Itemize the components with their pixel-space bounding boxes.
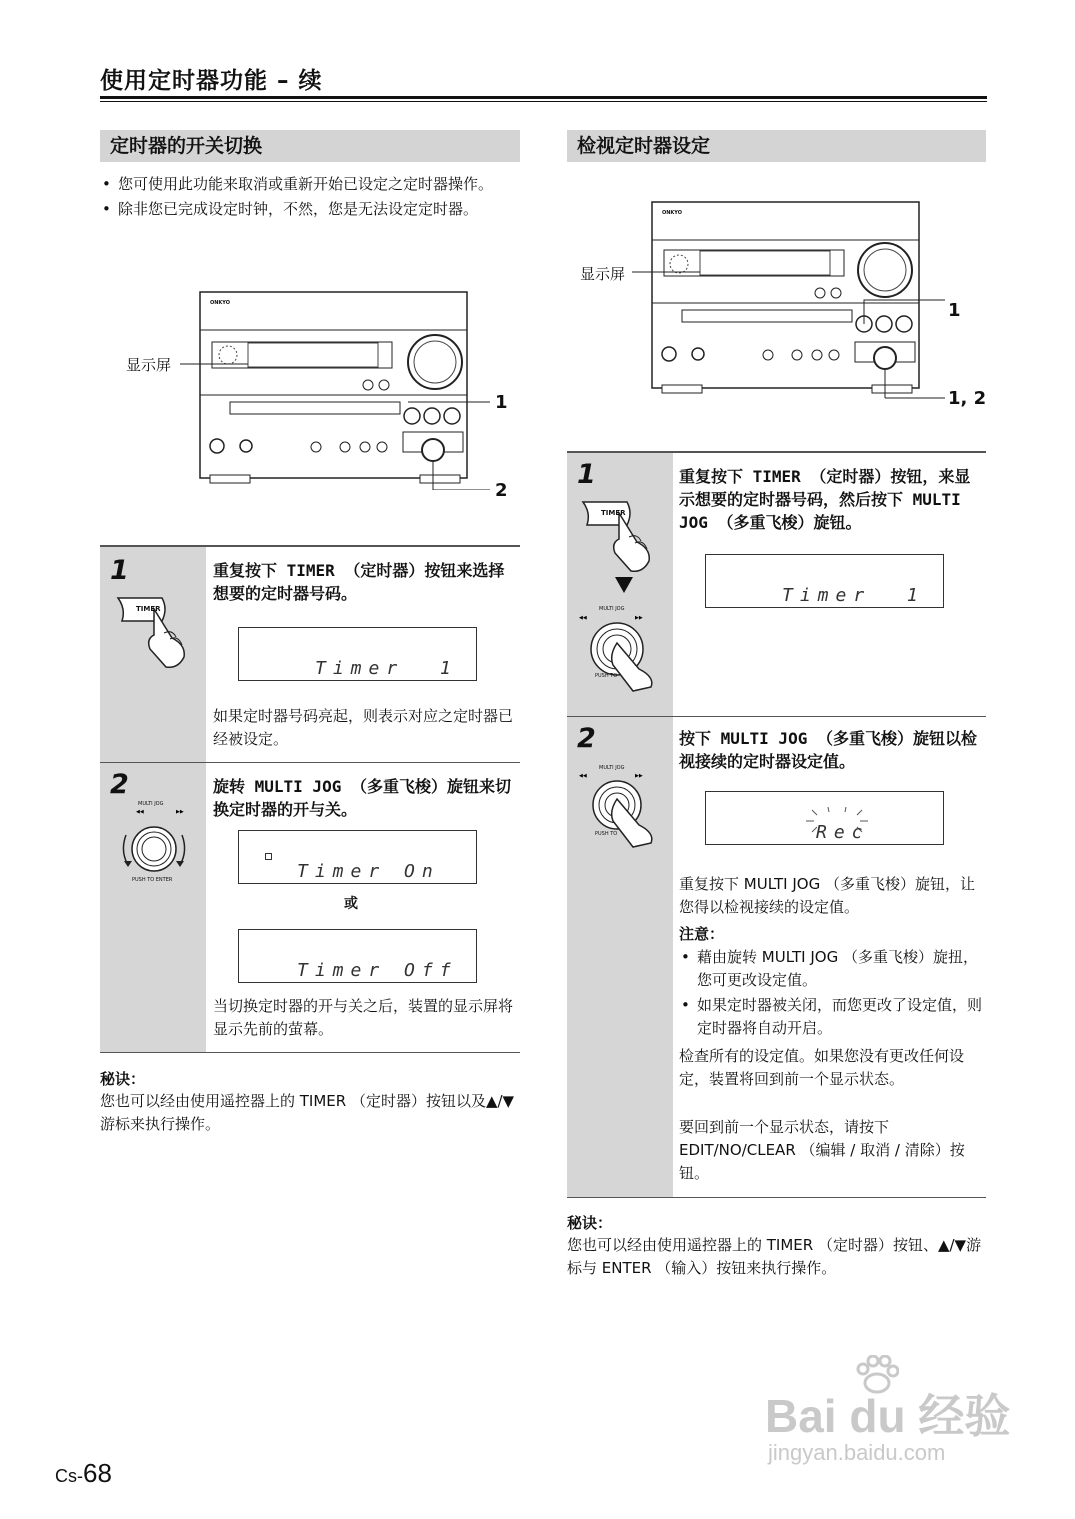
right-step-separator <box>567 716 986 717</box>
baidu-watermark-logo: Bai du 经验 <box>765 1390 1011 1442</box>
svg-text:▶▶: ▶▶ <box>635 615 643 621</box>
page-number <box>55 1458 112 1489</box>
right-step-2-lcd <box>705 791 944 845</box>
multi-jog-dial-icon <box>577 763 665 853</box>
right-step-1-lcd-text: Timer 1 <box>782 585 925 606</box>
right-device-brand: ONKYO <box>662 210 683 216</box>
svg-text:◀◀: ◀◀ <box>579 615 587 621</box>
page-title: 使用定时器功能 – 续 <box>100 68 323 94</box>
header-rule-thin <box>100 101 987 102</box>
left-bullet-1: • 您可使用此功能来取消或重新开始已设定之定时器操作。 <box>100 173 515 196</box>
right-step-1-number: 1 <box>577 459 596 490</box>
left-step-1-lcd <box>238 627 477 681</box>
multi-jog-dial-icon <box>577 603 665 693</box>
right-tip-text: 您也可以经由使用遥控器上的 TIMER （定时器）按钮、▲/▼游标与 ENTER （输入）按钮来执行操作。 <box>567 1236 982 1277</box>
right-step-1-timer-button <box>577 497 667 581</box>
receiver-device-icon <box>580 200 985 410</box>
left-tip-head: 秘诀： <box>100 1070 146 1088</box>
right-step-2-note-head: 注意： <box>679 925 725 943</box>
left-step-2-push-label: PUSH TO ENTER <box>132 877 173 883</box>
page-number-value: 68 <box>83 1458 112 1488</box>
right-step-1-button-label: TIMER <box>601 509 626 517</box>
svg-text:▶▶: ▶▶ <box>176 809 184 815</box>
right-callout-1: 1 <box>948 300 961 321</box>
right-step-1-jog-dial <box>577 603 665 693</box>
right-step-2-number: 2 <box>577 723 596 754</box>
left-step-2-lcd-on <box>238 830 477 884</box>
left-callout-2: 2 <box>495 480 508 501</box>
right-section-title: 检视定时器设定 <box>567 130 986 162</box>
left-step-1-timer-button <box>112 593 202 677</box>
right-step-1-jog-label: MULTI JOG <box>599 606 625 612</box>
right-note-bullet-2: • 如果定时器被关闭，而您更改了设定值，则定时器将自动开启。 <box>679 994 983 1040</box>
right-step-1-push-label: PUSH TO <box>595 673 618 679</box>
right-step-table <box>567 451 986 1198</box>
page-number-prefix: Cs- <box>55 1466 83 1486</box>
left-step-2-number: 2 <box>110 769 129 800</box>
right-display-label: 显示屏 <box>580 265 626 283</box>
left-display-label: 显示屏 <box>126 356 172 374</box>
right-step-2-text: 按下 MULTI JOG （多重飞梭）旋钮以检视接续的定时器设定值。 <box>679 729 977 771</box>
left-step-2-lcd-indicator <box>265 853 272 860</box>
right-step-2-after: 重复按下 MULTI JOG （多重飞梭）旋钮，让您得以检视接续的设定值。 <box>679 875 975 916</box>
left-step-1-text: 重复按下 TIMER （定时器）按钮来选择想要的定时器号码。 <box>213 561 505 603</box>
right-step-2-para2: 要回到前一个显示状态，请按下 EDIT/NO/CLEAR （编辑 / 取消 / 清除）按钮。 <box>679 1118 965 1182</box>
receiver-device-icon <box>120 290 520 490</box>
left-step-table-bottom <box>100 1052 520 1053</box>
left-step-2-lcd-off-text: Timer Off <box>297 960 458 981</box>
right-step-2-push-label: PUSH TO <box>595 831 618 837</box>
left-step-2-or: 或 <box>344 896 358 912</box>
left-bullet-2: • 除非您已完成设定时钟，不然，您是无法设定定时器。 <box>100 198 515 221</box>
right-step-1-lcd <box>705 554 944 608</box>
arrow-down-icon <box>615 577 633 593</box>
left-step-table <box>100 545 520 1053</box>
svg-text:▶▶: ▶▶ <box>635 773 643 779</box>
left-step-1-lcd-text: Timer 1 <box>315 658 458 679</box>
right-step-2-jog-label: MULTI JOG <box>599 765 625 771</box>
right-device-illustration <box>580 200 985 410</box>
multi-jog-dial-icon <box>114 805 194 885</box>
left-step-separator <box>100 762 520 763</box>
right-step-table-bottom <box>567 1197 986 1198</box>
left-step-2-after: 当切换定时器的开与关之后，装置的显示屏将显示先前的萤幕。 <box>213 997 514 1038</box>
left-bullet-list <box>100 173 515 221</box>
baidu-watermark-url: jingyan.baidu.com <box>768 1440 946 1465</box>
left-step-1-number: 1 <box>110 555 129 586</box>
left-callout-1: 1 <box>495 392 508 413</box>
right-callout-2: 1, 2 <box>948 388 987 409</box>
svg-text:◀◀: ◀◀ <box>579 773 587 779</box>
left-tip-text: 您也可以经由使用遥控器上的 TIMER （定时器）按钮以及▲/▼游标来执行操作。 <box>100 1092 515 1133</box>
paw-icon <box>855 1355 899 1395</box>
right-tip-head: 秘诀： <box>567 1214 613 1232</box>
left-device-brand: ONKYO <box>210 300 231 306</box>
right-step-2-lcd-text: Rec <box>816 822 870 843</box>
left-step-2-lcd-on-text: Timer On <box>297 861 440 882</box>
right-step-2-jog-dial <box>577 763 665 853</box>
left-step-1-after: 如果定时器号码亮起，则表示对应之定时器已经被设定。 <box>213 707 514 748</box>
left-step-2-jog-dial <box>114 801 194 885</box>
left-step-2-jog-label: MULTI JOG <box>138 801 164 807</box>
right-note-bullet-1: • 藉由旋转 MULTI JOG （多重飞梭）旋扭，您可更改设定值。 <box>679 946 983 992</box>
left-device-illustration <box>120 290 520 490</box>
right-step-1-text: 重复按下 TIMER （定时器）按钮，来显示想要的定时器号码，然后按下 MULTI JOG （多重飞梭）旋钮。 <box>679 467 971 532</box>
left-step-1-button-label: TIMER <box>136 605 161 613</box>
header-rule <box>100 96 987 99</box>
left-step-2-text: 旋转 MULTI JOG （多重飞梭）旋钮来切换定时器的开与关。 <box>213 777 511 819</box>
right-step-2-note-list <box>679 946 983 1040</box>
right-step-2-para1: 检查所有的设定值。如果您没有更改任何设定，装置将回到前一个显示状态。 <box>679 1047 965 1088</box>
left-step-2-lcd-off <box>238 929 477 983</box>
svg-text:◀◀: ◀◀ <box>136 809 144 815</box>
left-section-title: 定时器的开关切换 <box>100 130 520 162</box>
